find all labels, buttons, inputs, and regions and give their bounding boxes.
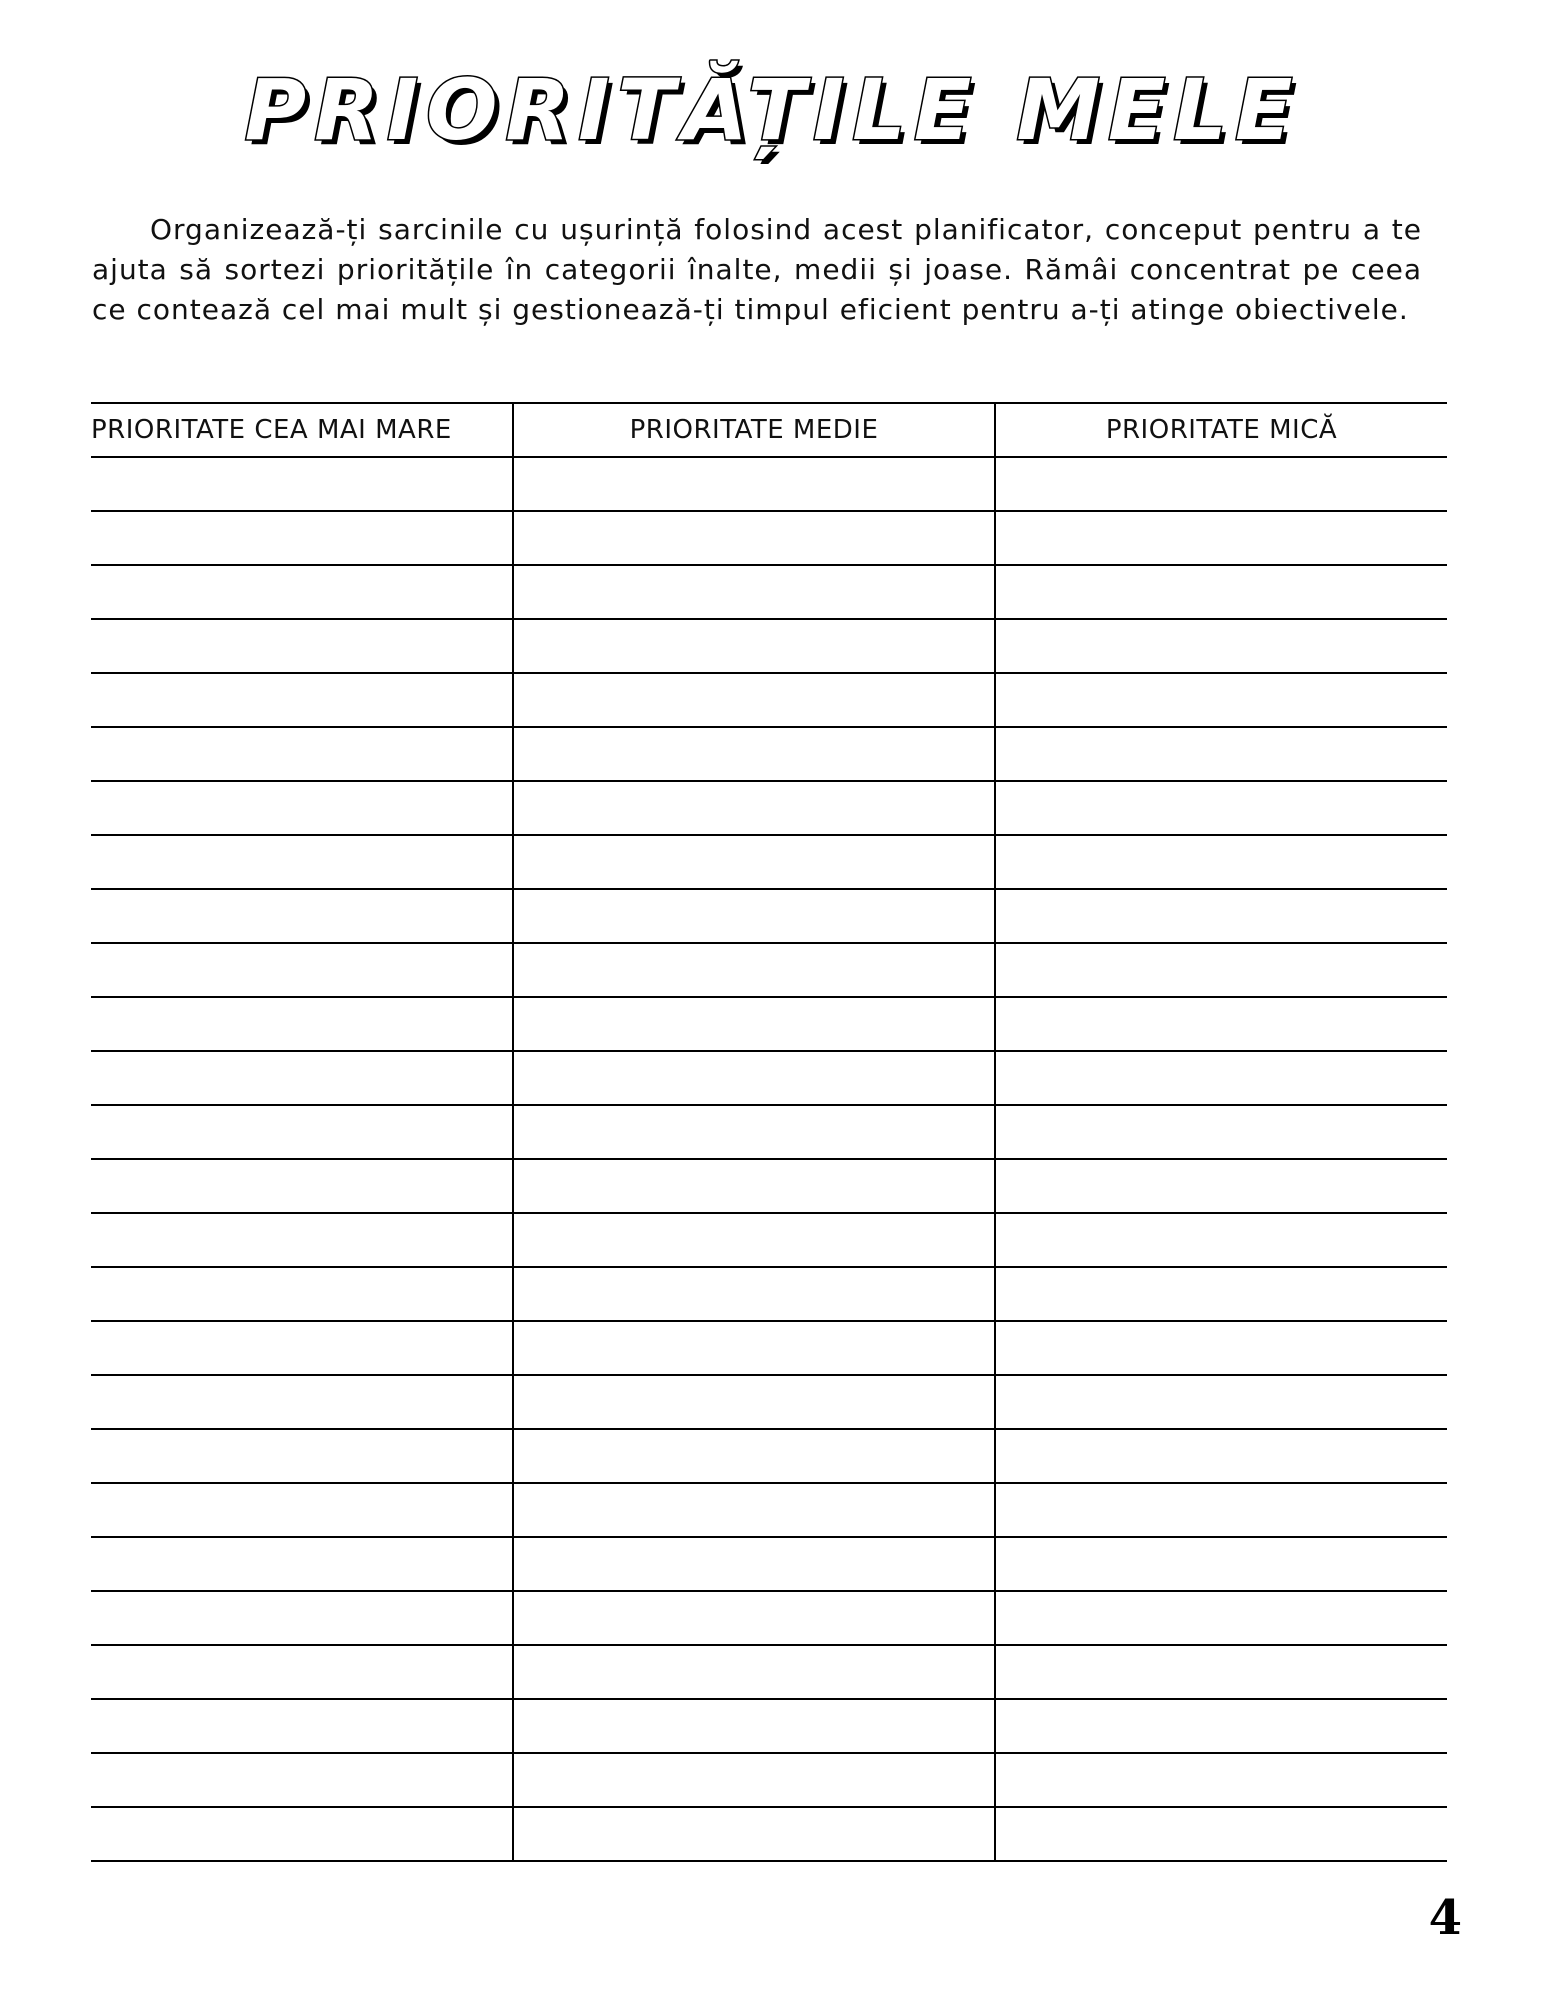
cell-low-priority[interactable]: [995, 1105, 1447, 1159]
cell-medium-priority[interactable]: [513, 727, 995, 781]
table-header-row: [91, 403, 1447, 457]
cell-low-priority[interactable]: [995, 565, 1447, 619]
cell-medium-priority[interactable]: [513, 1429, 995, 1483]
cell-high-priority[interactable]: [91, 997, 513, 1051]
cell-medium-priority[interactable]: [513, 997, 995, 1051]
cell-medium-priority[interactable]: [513, 457, 995, 511]
cell-high-priority[interactable]: [91, 1807, 513, 1861]
cell-medium-priority[interactable]: [513, 619, 995, 673]
cell-high-priority[interactable]: [91, 1267, 513, 1321]
table-row: [91, 1051, 1447, 1105]
cell-medium-priority[interactable]: [513, 673, 995, 727]
cell-high-priority[interactable]: [91, 1537, 513, 1591]
table-row: [91, 997, 1447, 1051]
cell-high-priority[interactable]: [91, 673, 513, 727]
table-row: [91, 1699, 1447, 1753]
table-row: [91, 781, 1447, 835]
cell-medium-priority[interactable]: [513, 1645, 995, 1699]
cell-high-priority[interactable]: [91, 1321, 513, 1375]
table-row: [91, 1645, 1447, 1699]
cell-high-priority[interactable]: [91, 835, 513, 889]
cell-low-priority[interactable]: [995, 1807, 1447, 1861]
cell-high-priority[interactable]: [91, 1483, 513, 1537]
cell-high-priority[interactable]: [91, 565, 513, 619]
cell-high-priority[interactable]: [91, 1159, 513, 1213]
cell-medium-priority[interactable]: [513, 1213, 995, 1267]
cell-medium-priority[interactable]: [513, 1375, 995, 1429]
cell-low-priority[interactable]: [995, 727, 1447, 781]
cell-medium-priority[interactable]: [513, 1105, 995, 1159]
cell-low-priority[interactable]: [995, 1321, 1447, 1375]
cell-low-priority[interactable]: [995, 1483, 1447, 1537]
cell-high-priority[interactable]: [91, 1753, 513, 1807]
table-row: [91, 1483, 1447, 1537]
cell-high-priority[interactable]: [91, 1591, 513, 1645]
table-row: [91, 457, 1447, 511]
header-low-priority: PRIORITATE MICĂ: [995, 403, 1447, 457]
cell-low-priority[interactable]: [995, 1429, 1447, 1483]
header-high-priority: PRIORITATE CEA MAI MARE: [91, 403, 513, 457]
cell-low-priority[interactable]: [995, 1537, 1447, 1591]
cell-low-priority[interactable]: [995, 1051, 1447, 1105]
cell-medium-priority[interactable]: [513, 1591, 995, 1645]
table-row: [91, 1267, 1447, 1321]
cell-high-priority[interactable]: [91, 1645, 513, 1699]
table-row: [91, 889, 1447, 943]
cell-low-priority[interactable]: [995, 1753, 1447, 1807]
cell-medium-priority[interactable]: [513, 1753, 995, 1807]
cell-low-priority[interactable]: [995, 1375, 1447, 1429]
cell-low-priority[interactable]: [995, 1645, 1447, 1699]
cell-medium-priority[interactable]: [513, 1267, 995, 1321]
cell-high-priority[interactable]: [91, 1699, 513, 1753]
cell-medium-priority[interactable]: [513, 943, 995, 997]
table-row: [91, 1429, 1447, 1483]
cell-low-priority[interactable]: [995, 1213, 1447, 1267]
cell-high-priority[interactable]: [91, 619, 513, 673]
table-row: [91, 673, 1447, 727]
cell-high-priority[interactable]: [91, 943, 513, 997]
cell-low-priority[interactable]: [995, 457, 1447, 511]
cell-low-priority[interactable]: [995, 1591, 1447, 1645]
cell-medium-priority[interactable]: [513, 1699, 995, 1753]
cell-low-priority[interactable]: [995, 943, 1447, 997]
intro-paragraph: Organizează-ți sarcinile cu ușurință folosind acest planificator, conceput pentru a te ajuta să sortezi prioritățile în categorii înalte, medii și joase. Rămâi concentrat pe ceea ce contează cel mai mult și gestionează-ți timpul eficient pentru a-ți atinge obiectivele.: [92, 213, 1422, 326]
cell-medium-priority[interactable]: [513, 565, 995, 619]
cell-medium-priority[interactable]: [513, 511, 995, 565]
cell-low-priority[interactable]: [995, 619, 1447, 673]
cell-low-priority[interactable]: [995, 781, 1447, 835]
cell-high-priority[interactable]: [91, 1051, 513, 1105]
table-row: [91, 1159, 1447, 1213]
cell-medium-priority[interactable]: [513, 889, 995, 943]
cell-high-priority[interactable]: [91, 781, 513, 835]
cell-high-priority[interactable]: [91, 457, 513, 511]
cell-low-priority[interactable]: [995, 511, 1447, 565]
header-medium-priority: PRIORITATE MEDIE: [513, 403, 995, 457]
table-row: [91, 1753, 1447, 1807]
cell-low-priority[interactable]: [995, 1159, 1447, 1213]
cell-high-priority[interactable]: [91, 1375, 513, 1429]
table-row: [91, 1375, 1447, 1429]
table-body: [91, 457, 1447, 1861]
cell-high-priority[interactable]: [91, 1429, 513, 1483]
cell-low-priority[interactable]: [995, 889, 1447, 943]
cell-medium-priority[interactable]: [513, 1321, 995, 1375]
table-row: [91, 565, 1447, 619]
priority-table: [91, 402, 1447, 1862]
table-row: [91, 943, 1447, 997]
table-row: [91, 1321, 1447, 1375]
cell-medium-priority[interactable]: [513, 781, 995, 835]
cell-high-priority[interactable]: [91, 511, 513, 565]
cell-high-priority[interactable]: [91, 889, 513, 943]
cell-medium-priority[interactable]: [513, 1807, 995, 1861]
cell-medium-priority[interactable]: [513, 1159, 995, 1213]
page-title: PRIORITĂȚILE MELE: [244, 61, 1301, 159]
cell-low-priority[interactable]: [995, 997, 1447, 1051]
table-row: [91, 1537, 1447, 1591]
cell-medium-priority[interactable]: [513, 1537, 995, 1591]
table-row: [91, 1105, 1447, 1159]
table-row: [91, 1807, 1447, 1861]
cell-medium-priority[interactable]: [513, 835, 995, 889]
cell-medium-priority[interactable]: [513, 1483, 995, 1537]
table-row: [91, 835, 1447, 889]
cell-high-priority[interactable]: [91, 1213, 513, 1267]
cell-low-priority[interactable]: [995, 673, 1447, 727]
cell-high-priority[interactable]: [91, 1105, 513, 1159]
table-row: [91, 619, 1447, 673]
table-row: [91, 511, 1447, 565]
table-row: [91, 1591, 1447, 1645]
table-row: [91, 1213, 1447, 1267]
cell-low-priority[interactable]: [995, 1699, 1447, 1753]
table-row: [91, 727, 1447, 781]
cell-medium-priority[interactable]: [513, 1051, 995, 1105]
cell-high-priority[interactable]: [91, 727, 513, 781]
page-number: 4: [1428, 1890, 1462, 1946]
cell-low-priority[interactable]: [995, 835, 1447, 889]
cell-low-priority[interactable]: [995, 1267, 1447, 1321]
